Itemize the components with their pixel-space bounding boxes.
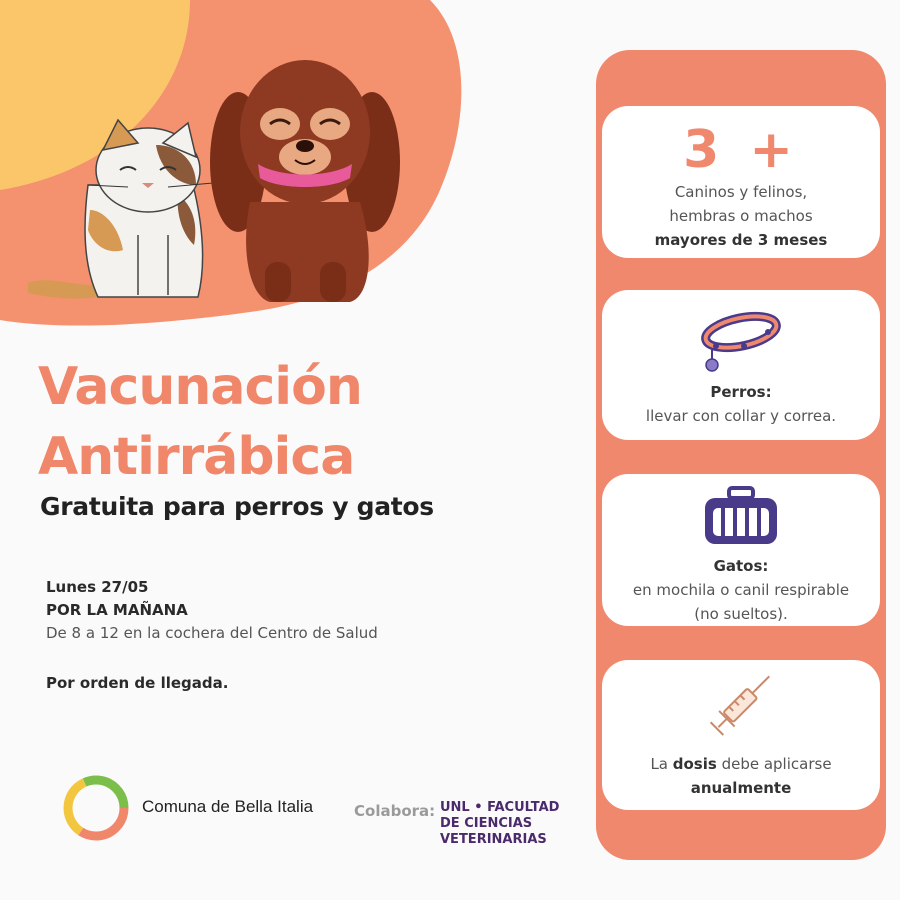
arrival-order: Por orden de llegada. [46,674,229,692]
dose-line-2: anualmente [690,779,792,797]
pet-carrier-icon [701,486,781,548]
card-age [602,106,880,258]
collaborates-label: Colabora: [354,802,436,820]
dose-line-1 [602,752,880,776]
cats-heading: Gatos: [713,557,769,575]
dose-post: debe aplicarse [716,755,832,773]
dose-bold: dosis [672,755,717,773]
comuna-ring-logo [62,774,130,842]
dose-pre: La [650,755,673,773]
cats-line-1: en mochila o canil respirable [632,581,850,599]
event-schedule: De 8 a 12 en la cochera del Centro de Salud [46,624,378,642]
age-line-1: Caninos y felinos, [674,183,808,201]
cats-line-2: (no sueltos). [694,605,788,623]
subtitle: Gratuita para perros y gatos [40,492,434,521]
dogs-heading: Perros: [710,383,772,401]
title-line-1: Vacunación [38,357,362,417]
title-line-2: Antirrábica [38,427,355,487]
dog-illustration [210,52,400,310]
unl-line-3: VETERINARIAS [440,832,547,847]
collar-icon [696,304,786,374]
age-line-2: hembras o machos [669,207,813,225]
unl-line-2: DE CIENCIAS [440,816,533,831]
cat-illustration [28,115,218,305]
event-date: Lunes 27/05 [46,578,149,596]
comuna-name: Comuna de Bella Italia [142,797,314,816]
page-title [38,352,362,492]
card-dogs [602,290,880,440]
event-time-of-day: POR LA MAÑANA [46,601,188,619]
unl-logo-text [440,800,559,848]
card-dose [602,660,880,810]
age-number: 3 + [683,120,799,180]
age-line-3: mayores de 3 meses [654,231,828,249]
unl-line-1: UNL • FACULTAD [440,800,560,815]
dogs-text: llevar con collar y correa. [645,407,837,425]
syringe-icon [696,668,786,744]
card-cats [602,474,880,626]
